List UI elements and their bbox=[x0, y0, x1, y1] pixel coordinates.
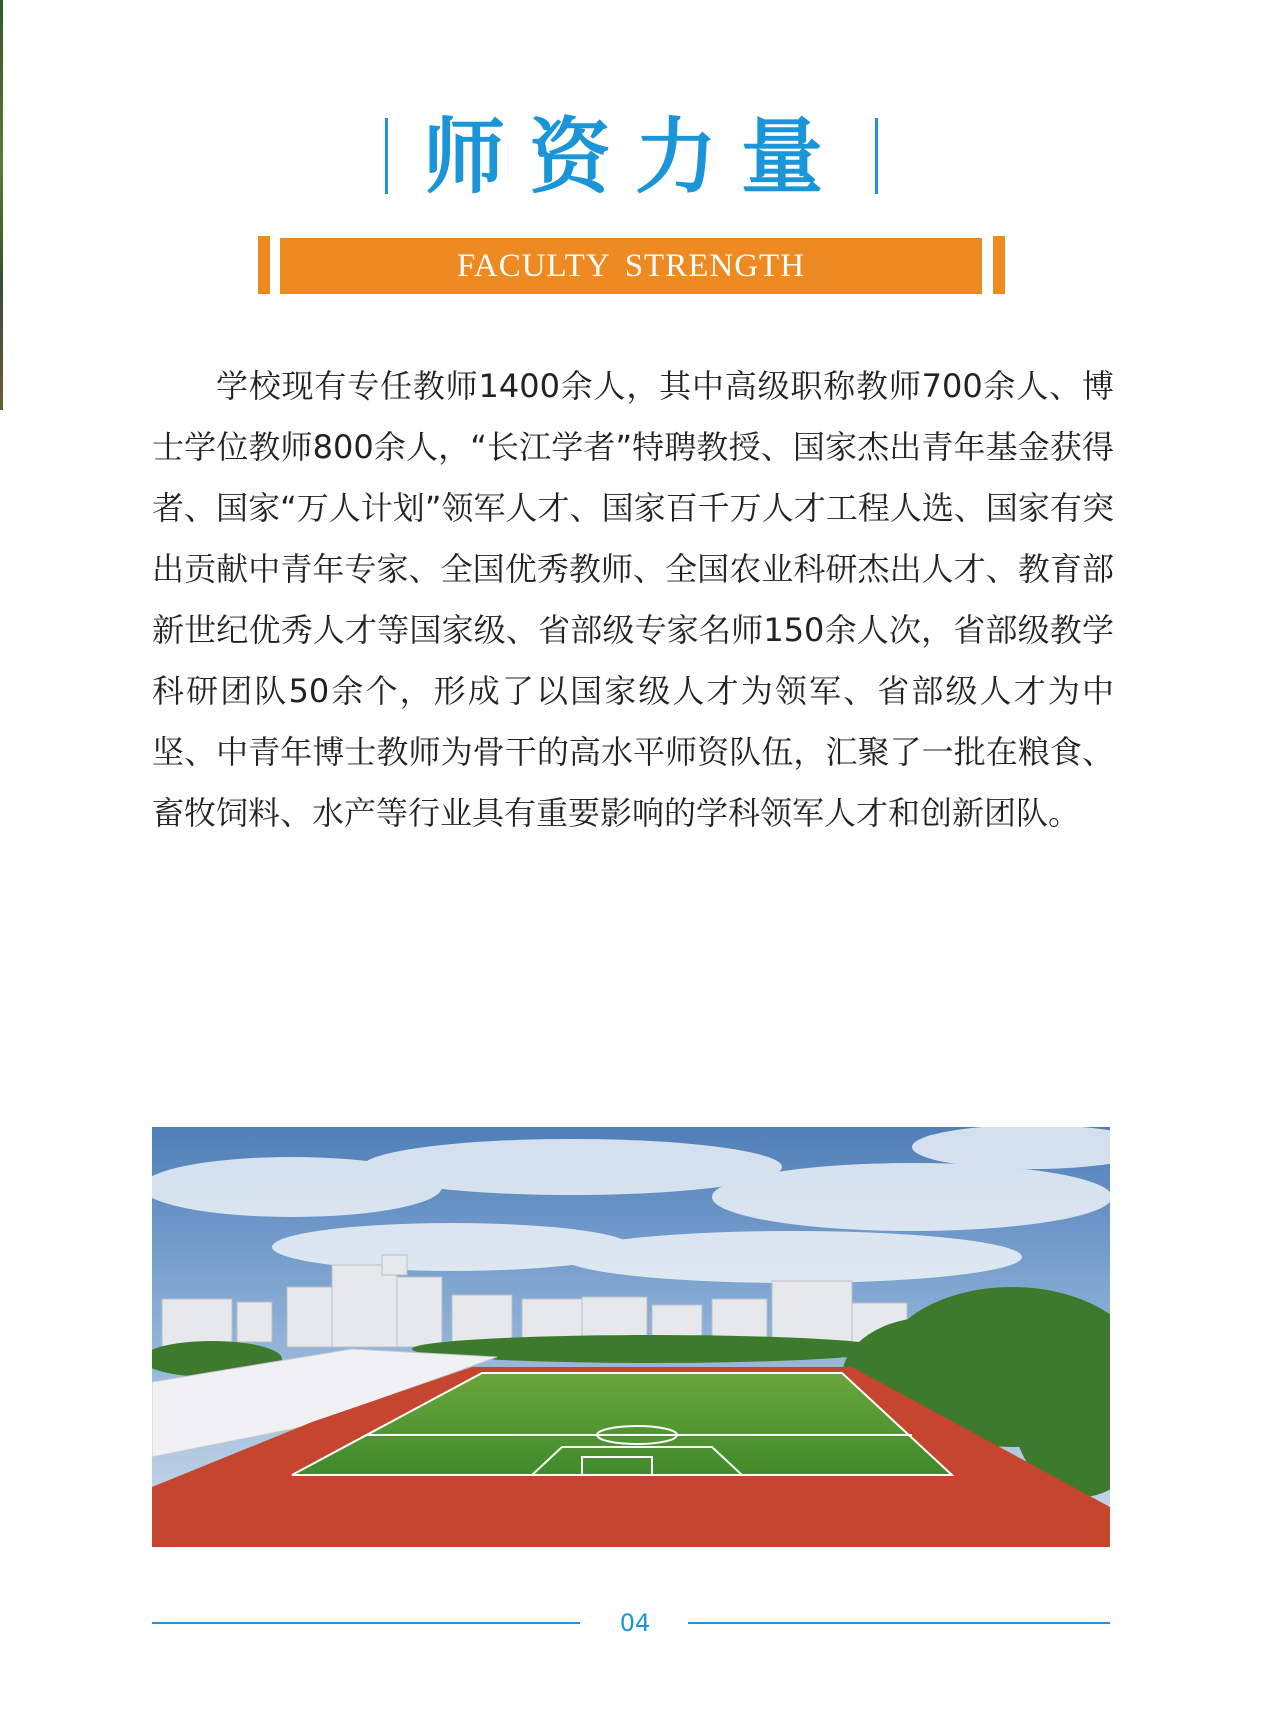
body-paragraph: 学校现有专任教师1400余人，其中高级职称教师700余人、博士学位教师800余人，“长江学者”特聘教授、国家杰出青年基金获得者、国家“万人计划”领军人才、国家百千万人才工程人选、国家有突出贡献中青年专家、全国优秀教师、全国农业科研杰出人才、教育部新世纪优秀人才等国家级、省部级专家名师150余人次，省部级教学科研团队50余个，形成了以国家级人才为领军、省部级人才为中坚、中青年博士教师为骨干的高水平师资队伍，汇聚了一批在粮食、畜牧饲料、水产等行业具有重要影响的学科领军人才和创新团队。 bbox=[152, 367, 1114, 832]
subtitle-left-accent bbox=[258, 236, 270, 294]
page-title: 师资力量 bbox=[422, 109, 847, 205]
edge-photo-strip bbox=[0, 0, 3, 410]
subtitle-right-accent bbox=[993, 236, 1005, 294]
footer-right-rule bbox=[688, 1622, 1110, 1624]
title-left-bar bbox=[385, 118, 388, 194]
footer-left-rule bbox=[152, 1622, 580, 1624]
page-number: 04 bbox=[619, 1609, 651, 1637]
subtitle-banner: FACULTY STRENGTH bbox=[280, 238, 982, 294]
stadium-photo bbox=[152, 1127, 1110, 1547]
title-right-bar bbox=[875, 118, 878, 194]
